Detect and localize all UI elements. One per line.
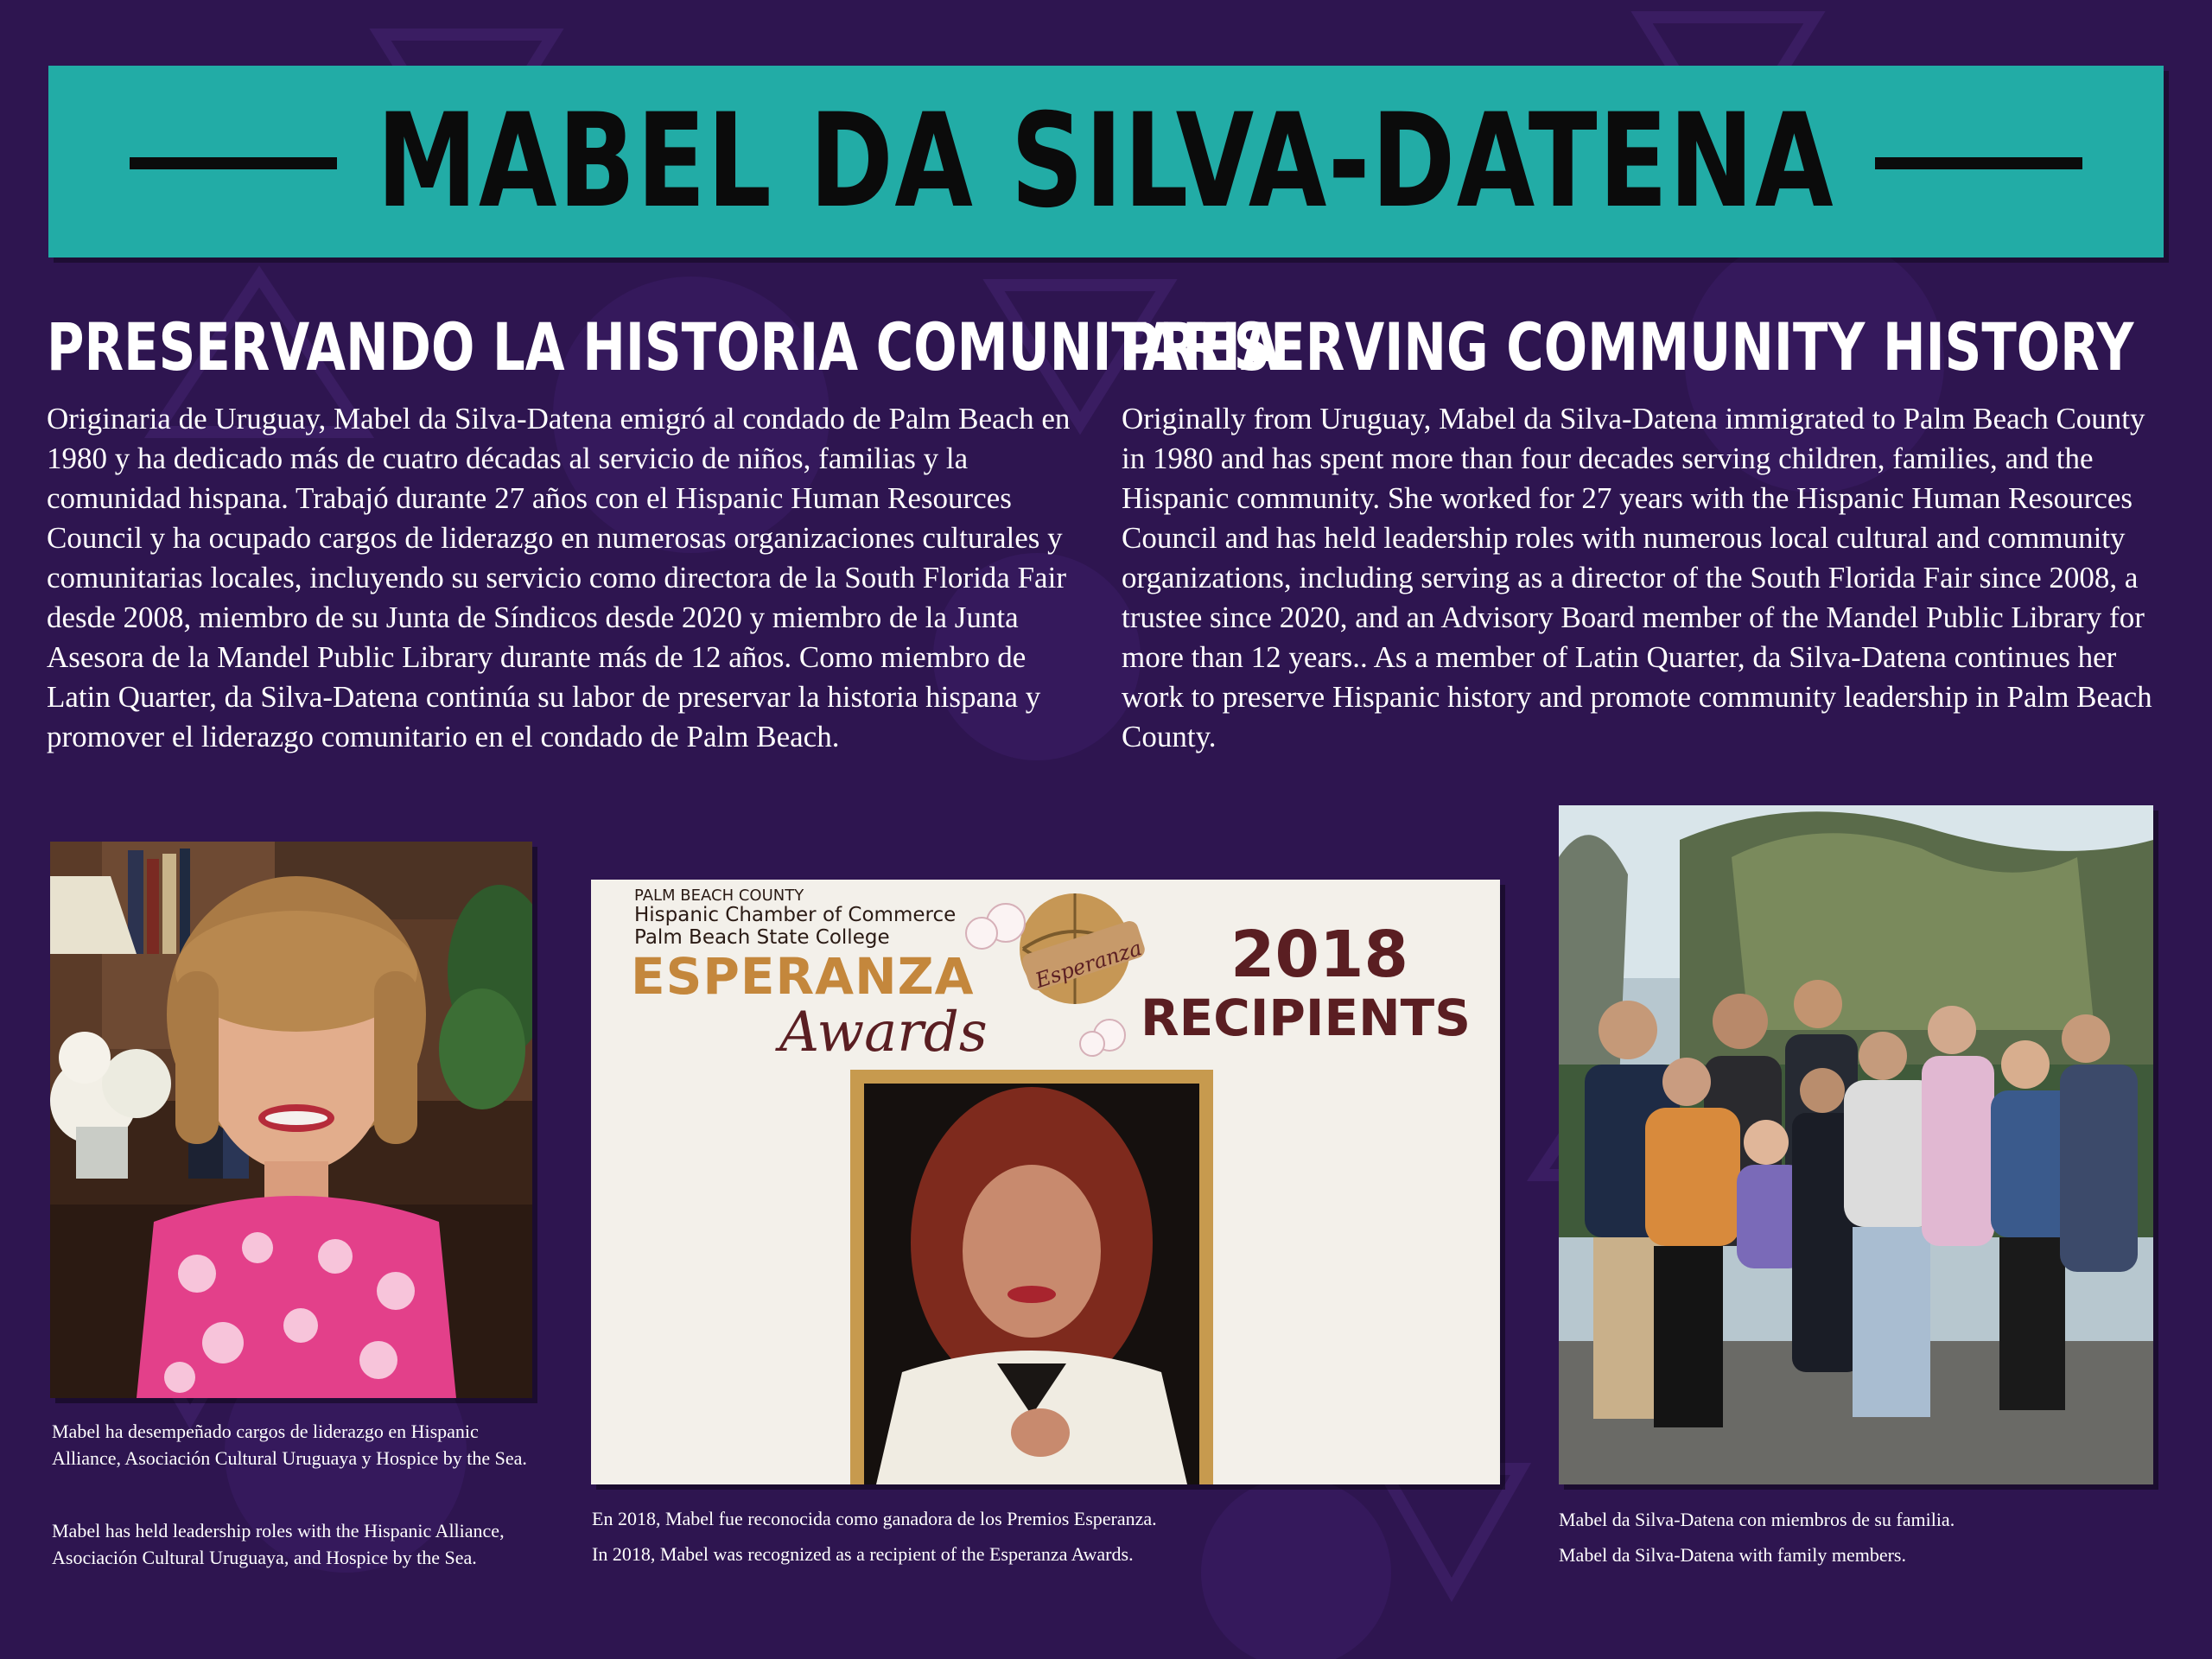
title-rule-left xyxy=(130,157,337,169)
spanish-paragraph: Originaria de Uruguay, Mabel da Silva-Datena emigró al condado de Palm Beach en 1980 y ha dedicado más de cuatro décadas al servicio de niños, familias y la comunidad hispana. Trabajó durante 27 años con el Hispanic Human Resources Council y ha ocupado cargos de liderazgo en numerosas organizaciones culturales y comunitarias locales, incluyendo su servicio como directora de la South Florida Fair desde 2008, miembro de su Junta de Síndicos desde 2020 y miembro de la Junta Asesora de la Mandel Public Library durante más de 12 años. Como miembro de Latin Quarter, da Silva-Datena continúa su labor de preservar la historia hispana y promover el liderazgo comunitario en el condado de Palm Beach. xyxy=(47,402,1071,753)
title-rule-right xyxy=(1875,157,2082,169)
family-caption-english: Mabel da Silva-Datena with family members. xyxy=(1559,1544,1906,1566)
award-awards: Awards xyxy=(779,1001,988,1065)
title-banner xyxy=(48,66,2164,257)
award-line-3: Palm Beach State College xyxy=(634,926,890,949)
award-esperanza: ESPERANZA xyxy=(631,947,975,1006)
spanish-heading: PRESERVANDO LA HISTORIA COMUNITARIA xyxy=(47,308,1281,385)
award-photo xyxy=(591,880,1500,1484)
english-heading: PRESERVING COMMUNITY HISTORY xyxy=(1122,308,2134,385)
award-line-1: PALM BEACH COUNTY xyxy=(634,887,804,905)
award-year: 2018 xyxy=(1230,918,1408,992)
award-ribbon-text: Esperanza xyxy=(1032,935,1145,994)
portrait-caption-spanish: Mabel ha desempeñado cargos de liderazgo en Hispanic Alliance, Asociación Cultural Uruguaya y Hospice by the Sea. xyxy=(52,1421,527,1469)
portrait-photo xyxy=(50,842,532,1398)
family-caption-spanish: Mabel da Silva-Datena con miembros de su familia. xyxy=(1559,1509,1955,1530)
portrait-caption-english: Mabel has held leadership roles with the Hispanic Alliance, Asociación Cultural Uruguaya, and Hospice by the Sea. xyxy=(52,1520,505,1568)
page-title: MABEL DA SILVA-DATENA xyxy=(377,86,1835,237)
english-paragraph: Originally from Uruguay, Mabel da Silva-Datena immigrated to Palm Beach County in 1980 and has spent more than four decades serving children, families, and the Hispanic community. She worked for 27 years with the Hispanic Human Resources Council and has held leadership roles with numerous local cultural and community organizations, including serving as a director of the South Florida Fair since 2008, a trustee since 2020, and an Advisory Board member of the Mandel Public Library for more than 12 years.. As a member of Latin Quarter, da Silva-Datena continues her work to preserve Hispanic history and promote community leadership in Palm Beach County. xyxy=(1122,402,2152,753)
award-line-2: Hispanic Chamber of Commerce xyxy=(634,904,957,926)
family-photo xyxy=(1559,805,2153,1484)
award-caption-spanish: En 2018, Mabel fue reconocida como ganadora de los Premios Esperanza. xyxy=(592,1508,1157,1529)
award-caption-english: In 2018, Mabel was recognized as a recipient of the Esperanza Awards. xyxy=(592,1543,1134,1565)
award-recipients: RECIPIENTS xyxy=(1141,988,1471,1047)
